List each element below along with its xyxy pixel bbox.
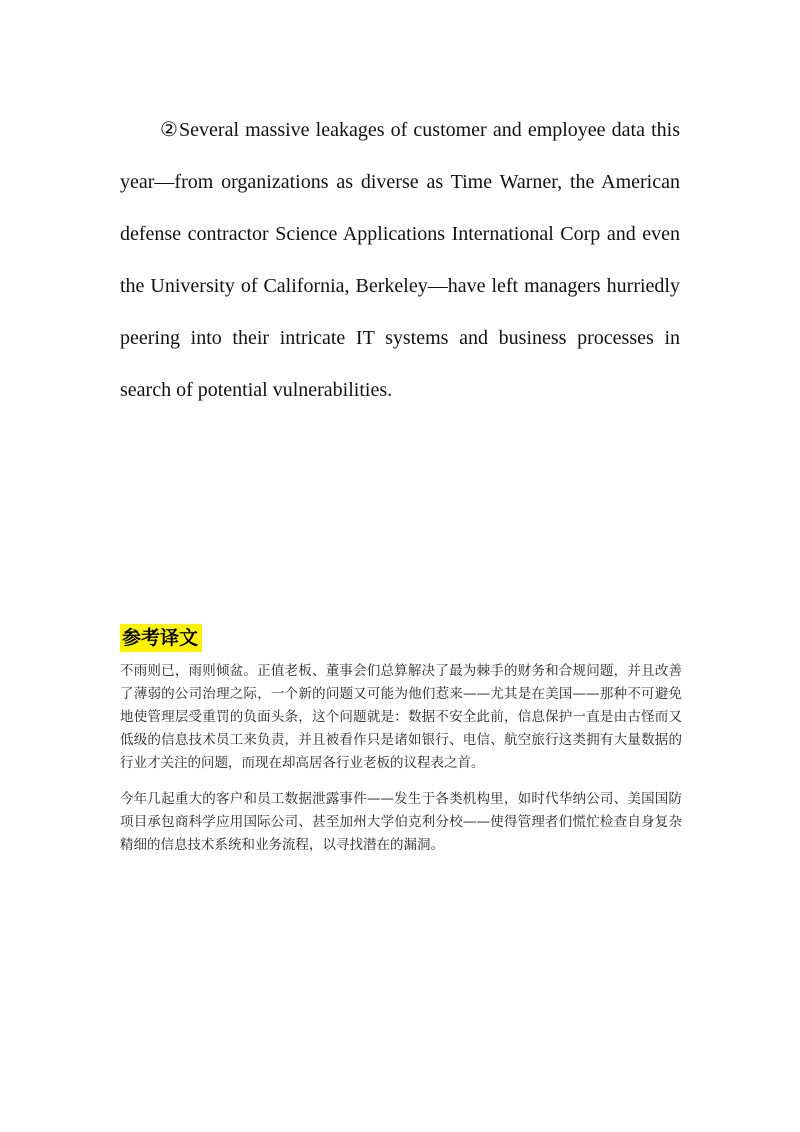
english-paragraph: ②Several massive leakages of customer and employee data this year—from organizations as diverse as Time Warner, the American defense contractor Science Applications International Corp and even the University of California, Berkeley—have left managers hurriedly peering into their intricate IT systems and business processes in search of potential vulnerabilities. (120, 119, 680, 401)
translation-heading: 参考译文 (120, 624, 202, 652)
translation-paragraph-1: 不雨则已，雨则倾盆。正值老板、董事会们总算解决了最为棘手的财务和合规问题，并且改善了薄弱的公司治理之际，一个新的问题又可能为他们惹来——尤其是在美国——那种不可避免地使管理层受重罚的负面头条，这个问题就是：数据不安全此前，信息保护一直是由古怪而又低级的信息技术员工来负责，并且被看作只是诸如银行、电信、航空旅行这类拥有大量数据的行业才关注的问题，而现在却高居各行业老板的议程表之首。 (120, 663, 682, 771)
translation-paragraph-2: 今年几起重大的客户和员工数据泄露事件——发生于各类机构里，如时代华纳公司、美国国防项目承包商科学应用国际公司、甚至加州大学伯克利分校——使得管理者们慌忙检查自身复杂精细的信息技术系统和业务流程，以寻找潜在的漏洞。 (120, 791, 682, 853)
